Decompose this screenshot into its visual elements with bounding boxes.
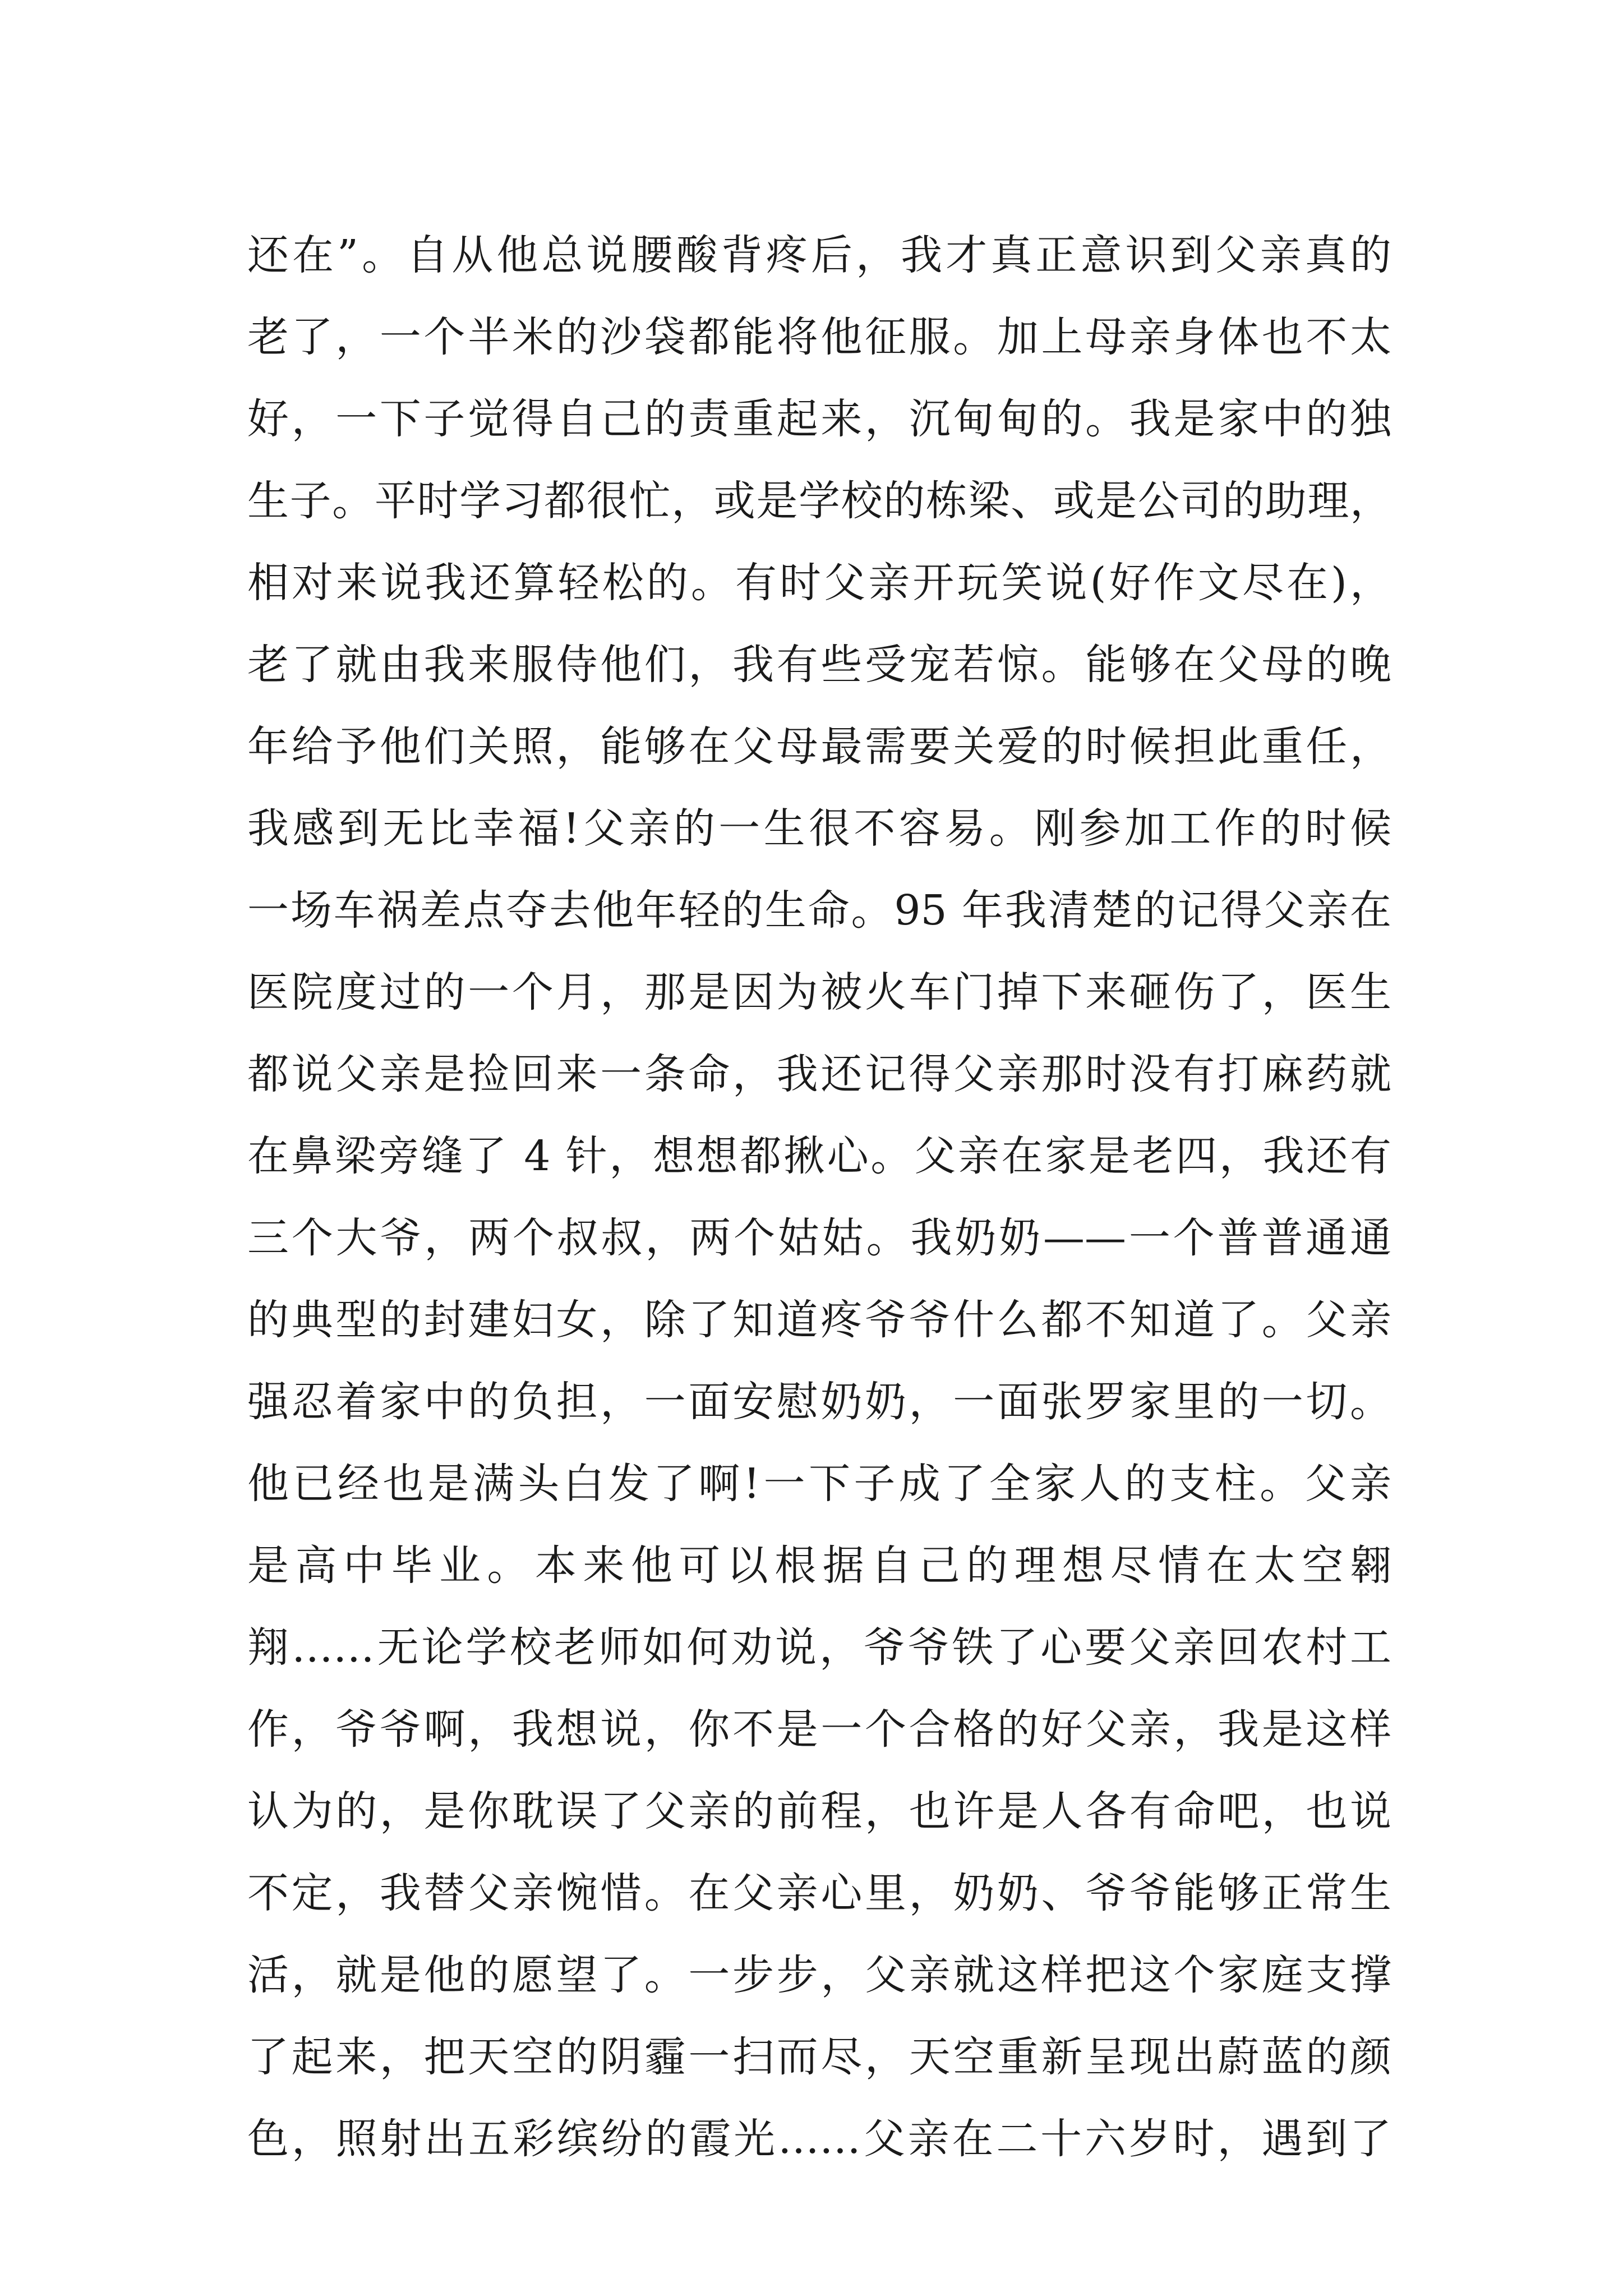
text-line: 年给予他们关照，能够在父母最需要关爱的时候担此重任，	[247, 723, 1391, 771]
text-line: 三个大爷，两个叔叔，两个姑姑。我奶奶——一个普普通通	[247, 1214, 1391, 1262]
text-line: 作，爷爷啊，我想说，你不是一个合格的好父亲，我是这样	[247, 1705, 1391, 1754]
text-line: 不定，我替父亲惋惜。在父亲心里，奶奶、爷爷能够正常生	[247, 1869, 1391, 1917]
text-line: 在鼻梁旁缝了 4 针，想想都揪心。父亲在家是老四，我还有	[247, 1132, 1391, 1180]
text-line: 活，就是他的愿望了。一步步，父亲就这样把这个家庭支撑	[247, 1951, 1391, 1999]
text-line: 都说父亲是捡回来一条命，我还记得父亲那时没有打麻药就	[247, 1050, 1391, 1098]
text-line: 是高中毕业。本来他可以根据自己的理想尽情在太空翱	[247, 1542, 1391, 1590]
text-line: 他已经也是满头白发了啊!一下子成了全家人的支柱。父亲	[247, 1460, 1391, 1508]
text-line: 好，一下子觉得自己的责重起来，沉甸甸的。我是家中的独	[247, 395, 1391, 443]
text-line: 老了，一个半米的沙袋都能将他征服。加上母亲身体也不太	[247, 313, 1391, 361]
text-line: 色，照射出五彩缤纷的霞光……父亲在二十六岁时，遇到了	[247, 2115, 1391, 2163]
text-line: 还在”。自从他总说腰酸背疼后，我才真正意识到父亲真的	[247, 231, 1391, 279]
text-line: 生子。平时学习都很忙，或是学校的栋梁、或是公司的助理，	[247, 477, 1391, 525]
text-line: 我感到无比幸福!父亲的一生很不容易。刚参加工作的时候	[247, 804, 1391, 853]
text-line: 翔……无论学校老师如何劝说，爷爷铁了心要父亲回农村工	[247, 1623, 1391, 1672]
text-line: 的典型的封建妇女，除了知道疼爷爷什么都不知道了。父亲	[247, 1296, 1391, 1344]
text-line: 老了就由我来服侍他们，我有些受宠若惊。能够在父母的晚	[247, 641, 1391, 689]
text-line: 认为的，是你耽误了父亲的前程，也许是人各有命吧，也说	[247, 1787, 1391, 1835]
text-line: 强忍着家中的负担，一面安慰奶奶，一面张罗家里的一切。	[247, 1378, 1391, 1426]
text-line: 相对来说我还算轻松的。有时父亲开玩笑说(好作文尽在)，	[247, 559, 1391, 607]
body-text	[247, 214, 1391, 2180]
text-line: 一场车祸差点夺去他年轻的生命。95 年我清楚的记得父亲在	[247, 886, 1391, 935]
text-line: 医院度过的一个月，那是因为被火车门掉下来砸伤了，医生	[247, 968, 1391, 1016]
text-line: 了起来，把天空的阴霾一扫而尽，天空重新呈现出蔚蓝的颜	[247, 2033, 1391, 2081]
